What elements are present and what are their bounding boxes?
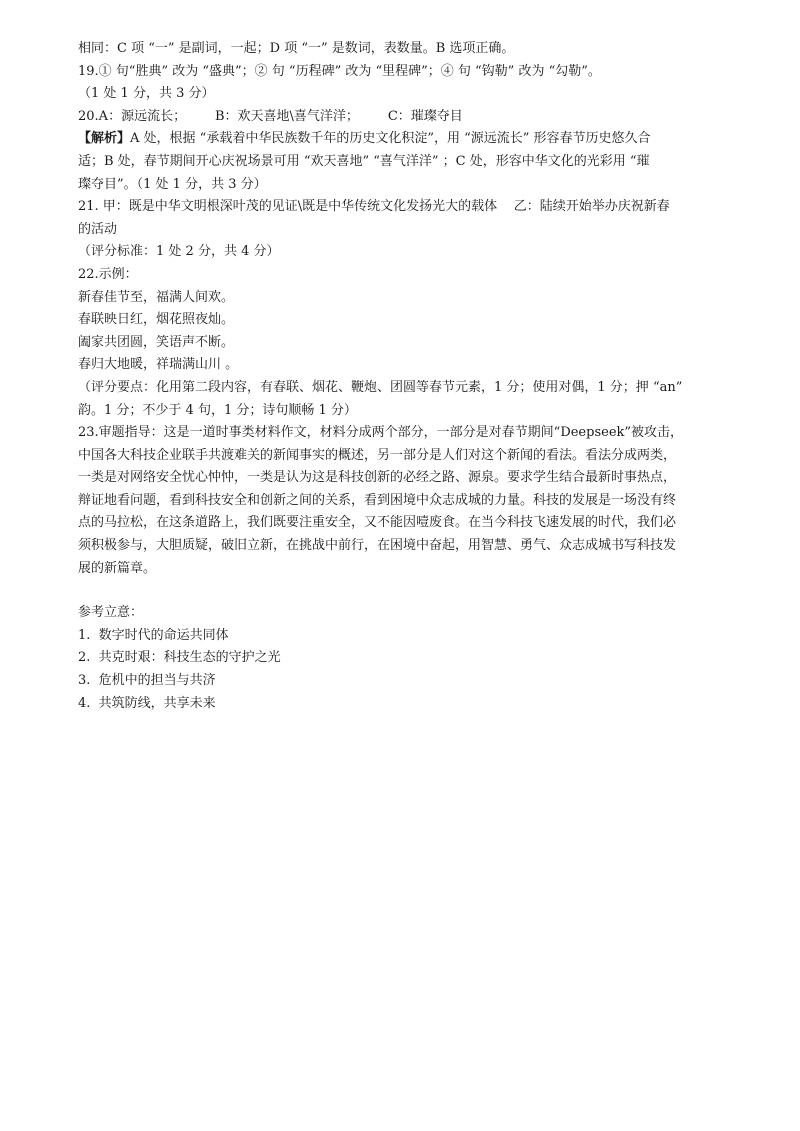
q22-heading: 22.示例：: [78, 266, 138, 282]
poem-line: 春联映日红，烟花照夜灿。: [78, 312, 235, 328]
text-line: 中国各大科技企业联手共渡难关的新闻事实的概述，另一部分是人们对这个新闻的看法。看法分成两类，: [78, 447, 677, 463]
q20-answer: 20.A：源远流长； B：欢天喜地\喜气洋洋； C：璀璨夺目: [78, 108, 463, 124]
q23-guidance: 23.审题指导：这是一道时事类材料作文，材料分成两个部分，一部分是对春节期间“Deepseek”被攻击，: [78, 425, 684, 441]
text-line: 须积极参与，大胆质疑，破旧立新，在挑战中前行，在困境中奋起，用智慧、勇气、众志成城书写科技发: [78, 538, 677, 554]
poem-line: 阖家共团圆，笑语声不断。: [78, 334, 235, 350]
text-line: 璨夺目”。（1 处 1 分，共 3 分）: [78, 176, 267, 192]
q21-scoring: （评分标准：1 处 2 分，共 4 分）: [78, 244, 280, 260]
reference-item: 4. 共筑防线，共享未来: [78, 695, 216, 711]
text-line: 一类是对网络安全忧心忡忡，一类是认为这是科技创新的必经之路、源泉。要求学生结合最新时事热点，: [78, 470, 677, 486]
answer-document: [78, 38, 730, 715]
analysis-text: A 处，根据 “承载着中华民族数千年的历史文化积淀”，用 “源远流长” 形容春节历史悠久合: [130, 131, 651, 147]
reference-item: 2. 共克时艰：科技生态的守护之光: [78, 650, 281, 666]
reference-heading: 参考立意：: [78, 605, 144, 621]
q21-answer: 21. 甲：既是中华文明根深叶茂的见证\既是中华传统文化发扬光大的载体 乙：陆续开始举办庆祝新春: [78, 199, 670, 215]
text-line: 韵。1 分；不少于 4 句，1 分；诗句顺畅 1 分）: [78, 402, 357, 418]
text-line: 适；B 处，春节期间开心庆祝场景可用 “欢天喜地” “喜气洋洋” ；C 处，形容中华文化的光彩用 “璀: [78, 153, 650, 169]
q20-analysis: [78, 128, 730, 151]
poem-line: 春归大地暖，祥瑞满山川 。: [78, 357, 239, 373]
reference-item: 1. 数字时代的命运共同体: [78, 627, 229, 643]
q19-scoring: （1 处 1 分，共 3 分）: [78, 86, 215, 102]
q22-scoring: （评分要点：化用第二段内容，有春联、烟花、鞭炮、团圆等春节元素，1 分；使用对偶，1 分；押 “an”: [78, 379, 683, 395]
text-line: 展的新篇章。: [78, 560, 157, 576]
q19-answer: 19.① 句“胜典” 改为 “盛典”；② 句 “历程碑” 改为 “里程碑”；④ 句 “钩勒” 改为 “勾勒”。: [78, 63, 601, 79]
analysis-tag: 【解析】: [78, 131, 131, 147]
text-line: 的活动: [78, 221, 118, 237]
text-line: 辩证地看问题，看到科技安全和创新之间的关系，看到困境中众志成城的力量。科技的发展是一场没有终: [78, 492, 677, 508]
text-line: 相同：C 项 “一” 是副词，一起；D 项 “一” 是数词，表数量。B 选项正确。: [78, 41, 515, 56]
poem-line: 新春佳节至，福满人间欢。: [78, 289, 235, 305]
spacer: [78, 580, 730, 602]
text-line: 点的马拉松，在这条道路上，我们既要注重安全，又不能因噎废食。在当今科技飞速发展的时代，我们必: [78, 515, 677, 531]
reference-item: 3. 危机中的担当与共济: [78, 673, 216, 689]
